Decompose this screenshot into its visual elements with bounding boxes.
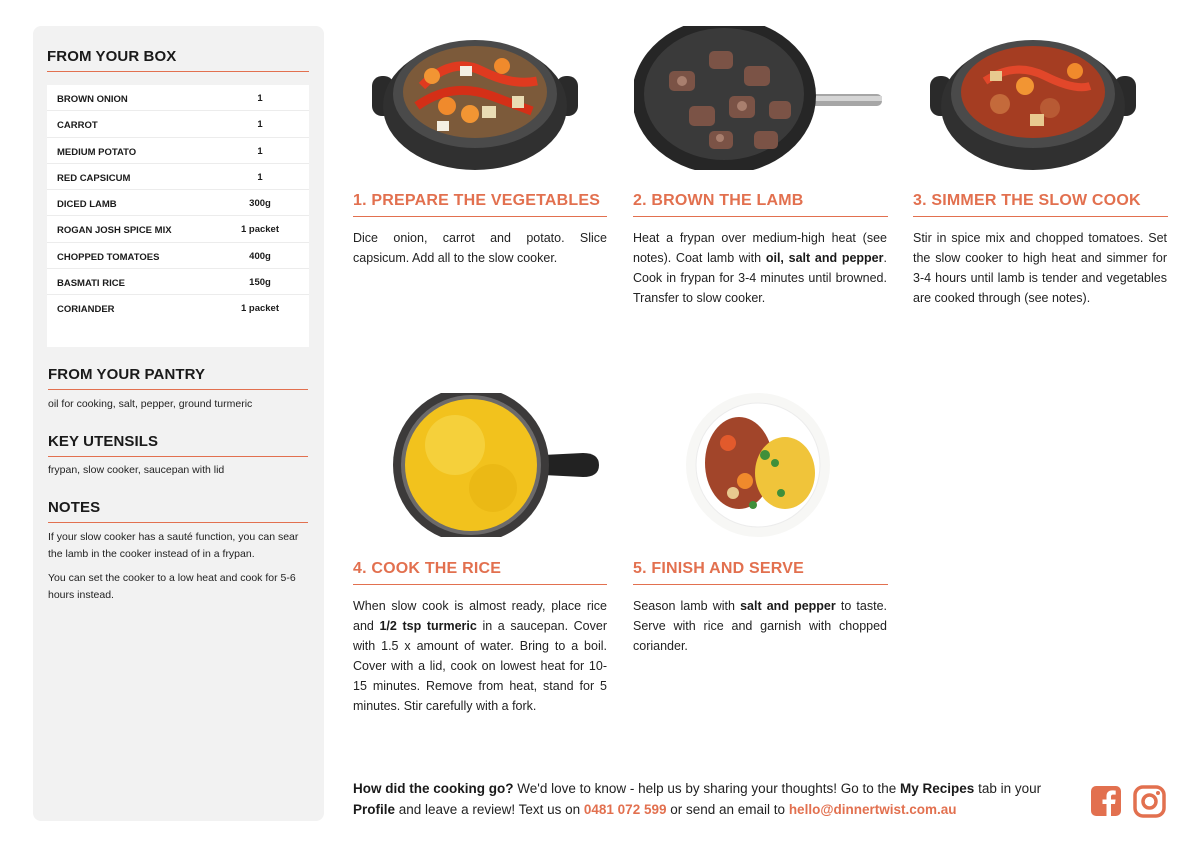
step-2-title: 2. BROWN THE LAMB: [633, 192, 804, 209]
pantry-title: FROM YOUR PANTRY: [48, 366, 206, 383]
step-4-rule: [353, 584, 607, 585]
pantry-title-rule: [48, 389, 308, 390]
slow-cooker-vegetables-image: [372, 26, 578, 170]
utensils-title: KEY UTENSILS: [48, 433, 159, 450]
ingredient-qty: 1 packet: [240, 224, 280, 236]
footer-text: or send an email to: [666, 802, 789, 817]
step-5-body: [633, 596, 887, 656]
ingredient-row: [47, 85, 309, 111]
notes-title: NOTES: [48, 499, 101, 516]
step-body-text: Season lamb with: [633, 599, 741, 613]
step-1-title: 1. PREPARE THE VEGETABLES: [353, 192, 601, 209]
ingredient-row: [47, 243, 309, 269]
ingredient-name: BROWN ONION: [57, 94, 128, 105]
step-3-rule: [913, 216, 1168, 217]
step-body-emphasis: salt and pepper: [740, 599, 836, 613]
step-body-text: When slow cook is almost ready, place rice and: [353, 599, 607, 633]
ingredient-qty: 150g: [249, 277, 271, 289]
step-body-text: in a saucepan. Cover with 1.5 x amount of water. Bring to a boil. Cover with a lid, cook on lowest heat for 10-15 minutes. Remove from heat, stand for 5 minutes. Stir carefully with a fork.: [353, 619, 607, 713]
footer-text: tab in your: [974, 781, 1042, 796]
ingredient-name: CARROT: [57, 120, 98, 132]
ingredient-row: [47, 164, 309, 190]
saucepan-rice-image: [393, 393, 601, 537]
notes-title-rule: [48, 522, 308, 523]
step-2-rule: [633, 216, 888, 217]
ingredient-name: RED CAPSICUM: [57, 172, 131, 184]
step-4-title: 4. COOK THE RICE: [353, 560, 502, 577]
facebook-icon[interactable]: [1090, 785, 1122, 817]
step-body-text: . Cook in frypan for 3-4 minutes until browned. Transfer to slow cooker.: [633, 251, 887, 305]
phone-link[interactable]: 0481 072 599: [583, 802, 667, 817]
ingredient-qty: 300g: [249, 198, 271, 210]
instagram-icon[interactable]: [1133, 785, 1166, 818]
ingredient-name: CHOPPED TOMATOES: [57, 251, 160, 263]
footer-emphasis: How did the cooking go?: [353, 781, 514, 796]
plate-serve-image: [683, 393, 833, 537]
step-1-rule: [353, 216, 607, 217]
step-body-emphasis: oil, salt and pepper: [765, 251, 884, 265]
ingredient-qty: 1: [257, 93, 263, 104]
step-body-text: Heat a frypan over medium-high heat (see notes). Coat lamb with: [633, 231, 887, 265]
step-1-body: [353, 228, 607, 268]
ingredient-name: DICED LAMB: [57, 199, 117, 211]
note-item: You can set the cooker to a low heat and cook for 5-6 hours instead.: [48, 572, 296, 601]
slow-cooker-simmer-image: [930, 26, 1136, 170]
ingredient-name: CORIANDER: [57, 304, 115, 316]
step-body-text: Stir in spice mix and chopped tomatoes. Set the slow cooker to high heat and simmer for 3-4 hours until lamb is tender and vegetables are cooked through (see notes).: [913, 231, 1167, 305]
ingredient-row: [47, 216, 309, 242]
ingredient-qty: 1: [257, 145, 263, 157]
email-link[interactable]: hello@dinnertwist.com.au: [788, 802, 957, 817]
ingredient-row: [47, 269, 309, 295]
ingredient-qty: 1: [257, 171, 263, 183]
ingredient-qty: 400g: [249, 250, 271, 262]
ingredient-name: BASMATI RICE: [57, 278, 125, 290]
box-ingredients-table: [47, 85, 309, 347]
note-item: If your slow cooker has a sauté function, you can sear the lamb in the cooker instead of in a frypan.: [48, 531, 299, 560]
footer-text: and leave a review! Text us on: [395, 802, 584, 817]
ingredient-row: [47, 190, 309, 216]
pantry-text: oil for cooking, salt, pepper, ground turmeric: [48, 398, 253, 410]
step-2-body: [633, 228, 887, 308]
footer-text: We'd love to know - help us by sharing your thoughts! Go to the: [513, 781, 901, 796]
footer-emphasis: Profile: [353, 802, 396, 817]
ingredient-qty: 1: [257, 119, 263, 131]
ingredient-row: [47, 295, 309, 321]
step-3-body: [913, 228, 1167, 308]
ingredient-qty: 1 packet: [240, 303, 280, 315]
step-body-text: Dice onion, carrot and potato. Slice capsicum. Add all to the slow cooker.: [353, 231, 607, 265]
step-5-title: 5. FINISH AND SERVE: [633, 560, 804, 577]
ingredient-name: ROGAN JOSH SPICE MIX: [57, 225, 172, 237]
step-5-rule: [633, 584, 888, 585]
step-3-title: 3. SIMMER THE SLOW COOK: [913, 192, 1141, 209]
box-title-rule: [47, 71, 309, 72]
ingredient-name: MEDIUM POTATO: [57, 146, 137, 158]
footer-emphasis: My Recipes: [900, 781, 975, 796]
frypan-lamb-image: [634, 26, 882, 170]
ingredient-row: [47, 138, 309, 164]
feedback-footer: [353, 778, 1078, 820]
ingredient-row: [47, 111, 309, 137]
step-body-emphasis: 1/2 tsp turmeric: [379, 619, 477, 633]
step-4-body: [353, 596, 607, 716]
step-body-text: to taste. Serve with rice and garnish with chopped coriander.: [633, 599, 887, 653]
utensils-title-rule: [48, 456, 308, 457]
utensils-text: frypan, slow cooker, saucepan with lid: [48, 464, 225, 476]
box-title: FROM YOUR BOX: [47, 48, 177, 65]
